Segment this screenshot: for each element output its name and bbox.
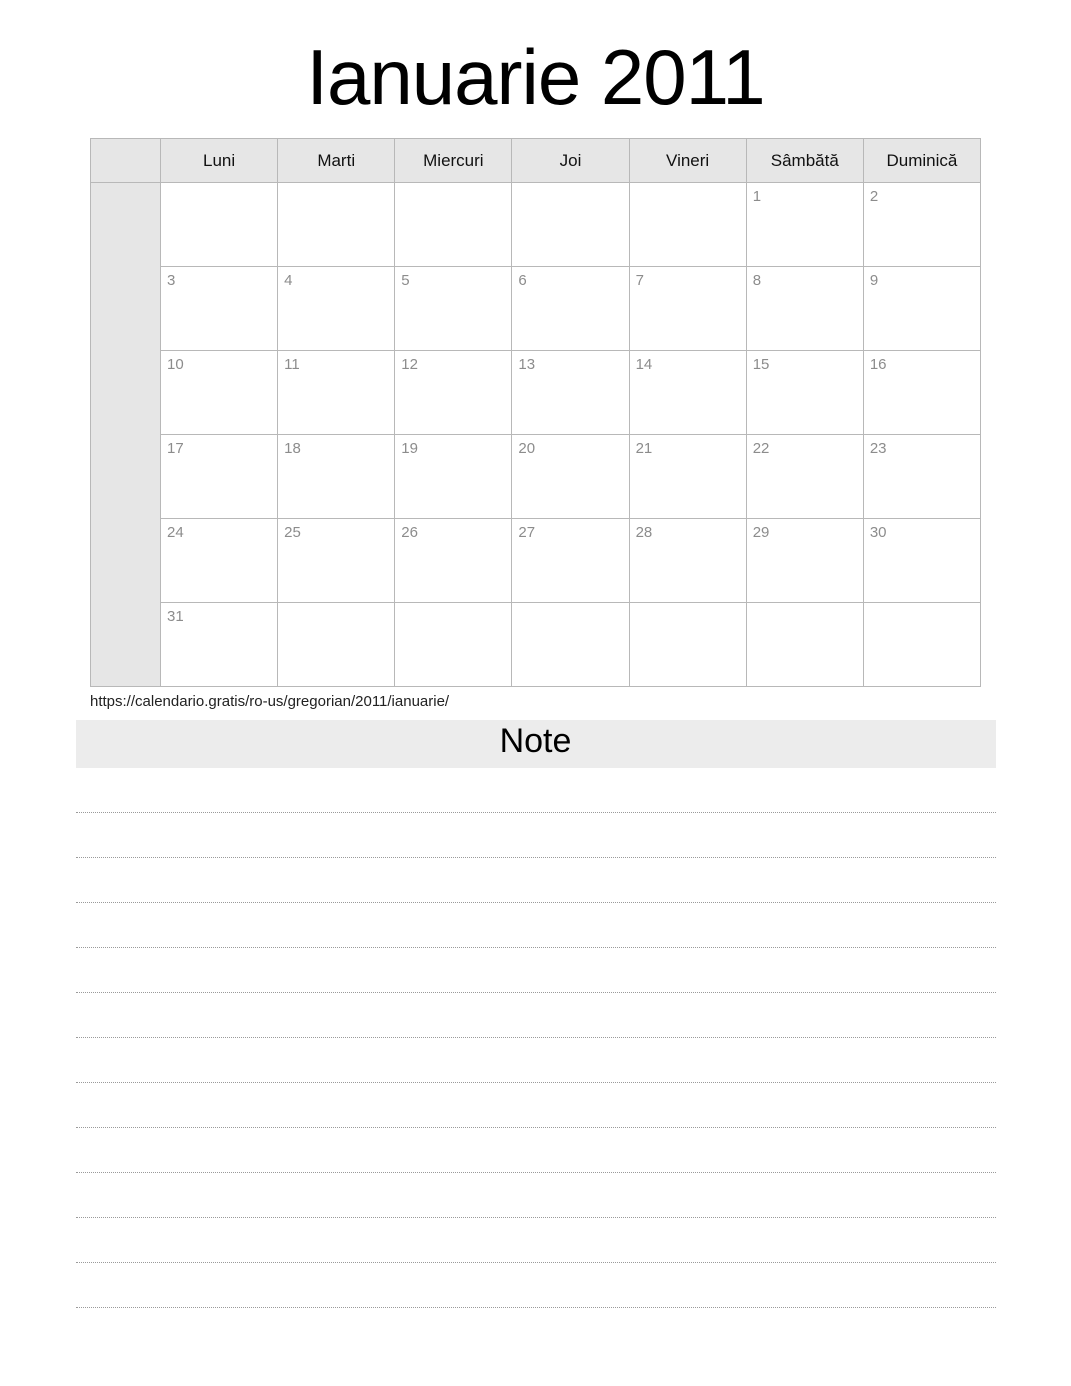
week-side-cell [91,351,161,435]
day-cell[interactable]: 11 [278,351,395,435]
day-header-marti: Marti [278,139,395,183]
day-cell[interactable]: 12 [395,351,512,435]
day-header-luni: Luni [161,139,278,183]
note-line[interactable] [76,948,996,993]
week-side-cell [91,603,161,687]
day-cell[interactable]: 4 [278,267,395,351]
week-side-cell [91,435,161,519]
day-cell[interactable]: 6 [512,267,629,351]
day-cell[interactable]: 14 [629,351,746,435]
calendar-container [90,138,981,687]
day-header-sambata: Sâmbătă [746,139,863,183]
note-line[interactable] [76,1083,996,1128]
day-cell[interactable]: 26 [395,519,512,603]
day-cell[interactable] [746,603,863,687]
notes-section [76,720,996,1308]
day-cell[interactable]: 8 [746,267,863,351]
day-cell[interactable]: 25 [278,519,395,603]
day-header-vineri: Vineri [629,139,746,183]
note-line[interactable] [76,1173,996,1218]
day-cell[interactable] [629,183,746,267]
day-header-miercuri: Miercuri [395,139,512,183]
day-cell[interactable]: 22 [746,435,863,519]
note-line[interactable] [76,993,996,1038]
day-cell[interactable] [161,183,278,267]
day-cell[interactable]: 19 [395,435,512,519]
calendar-corner-cell [91,139,161,183]
day-cell[interactable] [395,183,512,267]
day-cell[interactable]: 20 [512,435,629,519]
day-cell[interactable] [278,183,395,267]
day-cell[interactable]: 27 [512,519,629,603]
day-cell[interactable]: 9 [863,267,980,351]
day-cell[interactable]: 21 [629,435,746,519]
day-cell[interactable] [395,603,512,687]
day-cell[interactable]: 10 [161,351,278,435]
day-cell[interactable]: 5 [395,267,512,351]
day-cell[interactable]: 13 [512,351,629,435]
calendar-header-row [91,139,981,183]
week-side-cell [91,519,161,603]
calendar-week-row [91,351,981,435]
note-line[interactable] [76,858,996,903]
day-cell[interactable]: 3 [161,267,278,351]
note-line[interactable] [76,1263,996,1308]
note-line[interactable] [76,903,996,948]
day-cell[interactable]: 1 [746,183,863,267]
calendar-week-row [91,183,981,267]
day-cell[interactable]: 18 [278,435,395,519]
day-cell[interactable] [863,603,980,687]
notes-lines [76,768,996,1308]
day-cell[interactable]: 31 [161,603,278,687]
day-cell[interactable] [512,603,629,687]
calendar-week-row [91,519,981,603]
calendar-body [91,183,981,687]
week-side-cell [91,267,161,351]
day-cell[interactable]: 29 [746,519,863,603]
day-cell[interactable] [278,603,395,687]
day-cell[interactable]: 16 [863,351,980,435]
day-cell[interactable] [512,183,629,267]
day-cell[interactable]: 23 [863,435,980,519]
day-cell[interactable]: 28 [629,519,746,603]
day-cell[interactable]: 15 [746,351,863,435]
note-line[interactable] [76,813,996,858]
note-line[interactable] [76,768,996,813]
day-header-joi: Joi [512,139,629,183]
note-line[interactable] [76,1128,996,1173]
day-header-duminica: Duminică [863,139,980,183]
notes-header-title: Note [76,720,996,768]
calendar-head [91,139,981,183]
day-cell[interactable]: 24 [161,519,278,603]
source-url-text[interactable]: https://calendario.gratis/ro-us/gregorian/2011/ianuarie/ [90,693,450,710]
note-line[interactable] [76,1218,996,1263]
day-cell[interactable]: 30 [863,519,980,603]
page-title: Ianuarie 2011 [306,33,765,121]
day-cell[interactable]: 17 [161,435,278,519]
week-side-cell [91,183,161,267]
note-line[interactable] [76,1038,996,1083]
day-cell[interactable]: 2 [863,183,980,267]
day-cell[interactable] [629,603,746,687]
calendar-week-row [91,435,981,519]
calendar-week-row [91,603,981,687]
calendar-week-row [91,267,981,351]
calendar-table [90,138,981,687]
day-cell[interactable]: 7 [629,267,746,351]
